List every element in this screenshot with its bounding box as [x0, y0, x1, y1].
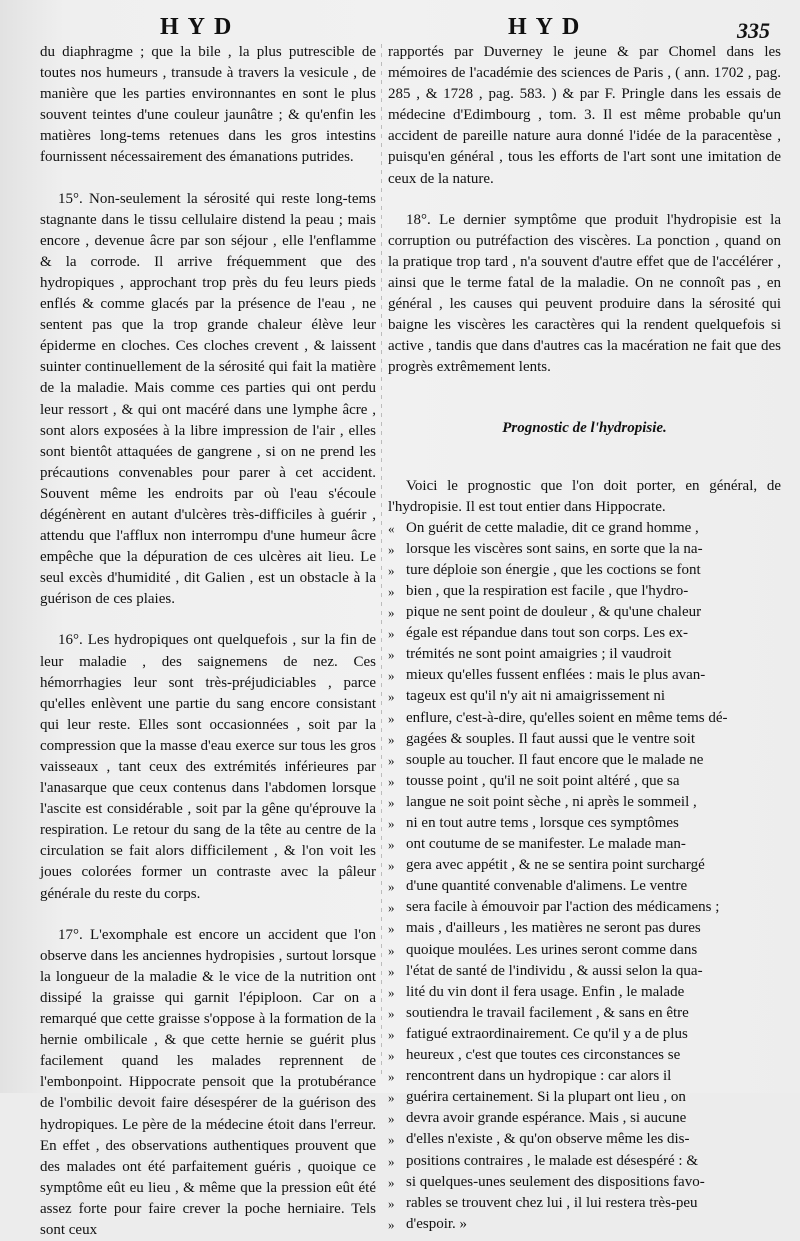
quote-line: » tageux est qu'il n'y ait ni amaigrissement ni [388, 686, 781, 707]
column-divider [381, 44, 382, 1074]
page-number: 335 [737, 18, 770, 43]
quote-line: » mais , d'ailleurs , les matières ne seront pas dures [388, 918, 781, 939]
quote-line: » positions contraires , le malade est désespéré : & [388, 1151, 781, 1172]
quote-line: « On guérit de cette maladie, dit ce grand homme , [388, 518, 781, 539]
quote-line: » rables se trouvent chez lui , il lui restera très-peu [388, 1193, 781, 1214]
quote-line: » rencontrent dans un hydropique : car alors il [388, 1066, 781, 1087]
quote-line: » ture déploie son énergie , que les coctions se font [388, 560, 781, 581]
quote-line: » heureux , c'est que toutes ces circonstances se [388, 1045, 781, 1066]
quote-line: » quoique moulées. Les urines seront comme dans [388, 940, 781, 961]
quote-line: » trémités ne sont point amaigries ; il vaudroit [388, 644, 781, 665]
quote-line: » enflure, c'est-à-dire, qu'elles soient en même tems dé- [388, 708, 781, 729]
quote-line: » gera avec appétit , & ne se sentira point surchargé [388, 855, 781, 876]
quote-line: » gagées & souples. Il faut aussi que le ventre soit [388, 729, 781, 750]
running-head-left: HYD [160, 14, 241, 40]
quote-line: » d'espoir. » [388, 1214, 781, 1235]
quote-line: » guérira certainement. Si la plupart ont lieu , on [388, 1087, 781, 1108]
hippocrates-quote [388, 518, 781, 1235]
quote-line: » d'une quantité convenable d'alimens. Le ventre [388, 876, 781, 897]
paragraph-continued-right: rapportés par Duverney le jeune & par Chomel dans les mémoires de l'académie des sciences de Paris , ( ann. 1702 , pag. 285 , & 1728 , pag. 583. ) & par F. Pringle dans les essais de médecine d'Edimbourg , tom. 3. Il est même probable qu'un accident de pareille nature aura donné l'idée de la paracentèse , puisqu'en général , tous les efforts de l'art sont une imitation de ceux de la nature. [388, 44, 781, 187]
quote-line: » bien , que la respiration est facile , que l'hydro- [388, 581, 781, 602]
paragraph-16: 16°. Les hydropiques ont quelquefois , sur la fin de leur maladie , des saignemens de nez. Ces hémorrhagies leur sont très-préjudiciables , parce qu'elles enlèvent une partie du sang encore consistant qui leur reste. Elles sont occasionnées , soit par la compression que la masse d'eau exerce sur tous les gros vaisseaux , tant ceux des extrémités inférieures par l'anasarque que ceux contenus dans l'abdomen lorsque l'ascite est considérable , soit par la gêne qu'éprouve la respiration. Le retour du sang de la tête au centre de la circulation se fait alors difficilement , & l'on voit les joues colorées former un contraste avec la pâleur générale du reste du corps. [40, 632, 376, 902]
quote-line: » si quelques-unes seulement des dispositions favo- [388, 1172, 781, 1193]
running-head-right: HYD [508, 14, 589, 40]
quote-line: » lité du vin dont il fera usage. Enfin , le malade [388, 982, 781, 1003]
quote-line: » souple au toucher. Il faut encore que le malade ne [388, 750, 781, 771]
section-title: Prognostic de l'hydropisie. [502, 420, 667, 437]
paragraph-17: 17°. L'exomphale est encore un accident que l'on observe dans les anciennes hydropisies , surtout lorsque la longueur de la maladie & le vice de la nutrition ont dissipé la graisse qui garnit l'épiploon. Car on a remarqué que cette graisse s'oppose à la formation de la hernie ombilicale , & que cette hernie se guérit plus facilement quand les malades reprennent de l'embonpoint. Hippocrate pensoit que la protubérance de l'ombilic devoit faire désespérer de la guérison des hydropiques. Le père de la médecine étoit dans l'erreur. En effet , des observations authentiques prouvent que des malades ont été parfaitement guéris , quoique ce symptôme eût eu lieu , & même que la pression eût été assez forte pour faire crever la poche herniaire. Tels sont ceux [40, 926, 376, 1238]
quote-line: » mieux qu'elles fussent enflées : mais le plus avan- [388, 665, 781, 686]
quote-line: » ni en tout autre tems , lorsque ces symptômes [388, 813, 781, 834]
quote-line: » langue ne soit point sèche , ni après le sommeil , [388, 792, 781, 813]
paragraph-18: 18°. Le dernier symptôme que produit l'hydropisie est la corruption ou putréfaction des viscères. La ponction , quand on la pratique trop tard , n'a souvent d'autre effet que de l'accélérer , ainsi que le terme fatal de la maladie. On ne connoît pas , en général , les causes qui peuvent produire dans la sérosité qui baigne les viscères les caractères qui la rendent quelquefois si active , tandis que dans d'autres cas la macération ne fait que des progrès extrêmement lents. [388, 211, 781, 376]
quote-line: » soutiendra le travail facilement , & sans en être [388, 1003, 781, 1024]
quote-line: » l'état de santé de l'individu , & aussi selon la qua- [388, 961, 781, 982]
left-column [40, 42, 376, 1238]
prognostic-intro: Voici le prognostic que l'on doit porter, en général, de l'hydropisie. Il est tout entier dans Hippocrate. [388, 477, 781, 515]
quote-line: » sera facile à émouvoir par l'action des médicamens ; [388, 897, 781, 918]
paragraph-continued: du diaphragme ; que la bile , la plus putrescible de toutes nos humeurs , transude à travers la vesicule , de manière que les parties environnantes en sont le plus souvent teintes d'une couleur jaunâtre ; & qu'enfin les matières long-tems retenues dans les gros intestins fournissent nécessairement des émanations putrides. [40, 44, 376, 166]
quote-line: » pique ne sent point de douleur , & qu'une chaleur [388, 602, 781, 623]
quote-line: » ont coutume de se manifester. Le malade man- [388, 834, 781, 855]
right-column [388, 42, 781, 1232]
quote-line: » lorsque les viscères sont sains, en sorte que la na- [388, 539, 781, 560]
quote-line: » tousse point , qu'il ne soit point altéré , que sa [388, 771, 781, 792]
quote-line: » devra avoir grande espérance. Mais , si aucune [388, 1108, 781, 1129]
quote-line: » d'elles n'existe , & qu'on observe même les dis- [388, 1129, 781, 1150]
paragraph-15: 15°. Non-seulement la sérosité qui reste long-tems stagnante dans le tissu cellulaire distend la peau ; mais encore , devenue âcre par son séjour , elle l'enflamme & la corrode. Il arrive fréquemment que des hydropiques , approchant trop près du feu leurs pieds enflés & comme glacés par la présence de l'eau , ne sentent pas que la trop grande chaleur élève leur épiderme en cloches. Ces cloches crevent , & laissent suinter continuellement de la sérosité qui fait la matière de la maladie. Mais comme ces parties qui ont perdu leur ressort , & qui ont macéré dans une lymphe âcre , sont alors exposées à la libre impression de l'air , elles sont bientôt attaquées de gangrene , si on ne prend les précautions convenables pour parer à cet accident. Souvent même les endroits par où l'eau s'écoule dégénèrent en autant d'ulcères très-difficiles à guérir , attendu que l'afflux non interrompu d'une humeur âcre empêche que la dépuration de ces ulcères ait lieu. Le seul excès d'humidité , dit Galien , est un obstacle à la guérison de ces plaies. [40, 190, 376, 608]
quote-line: » fatigué extraordinairement. Ce qu'il y a de plus [388, 1024, 781, 1045]
quote-line: » égale est répandue dans tout son corps. Les ex- [388, 623, 781, 644]
